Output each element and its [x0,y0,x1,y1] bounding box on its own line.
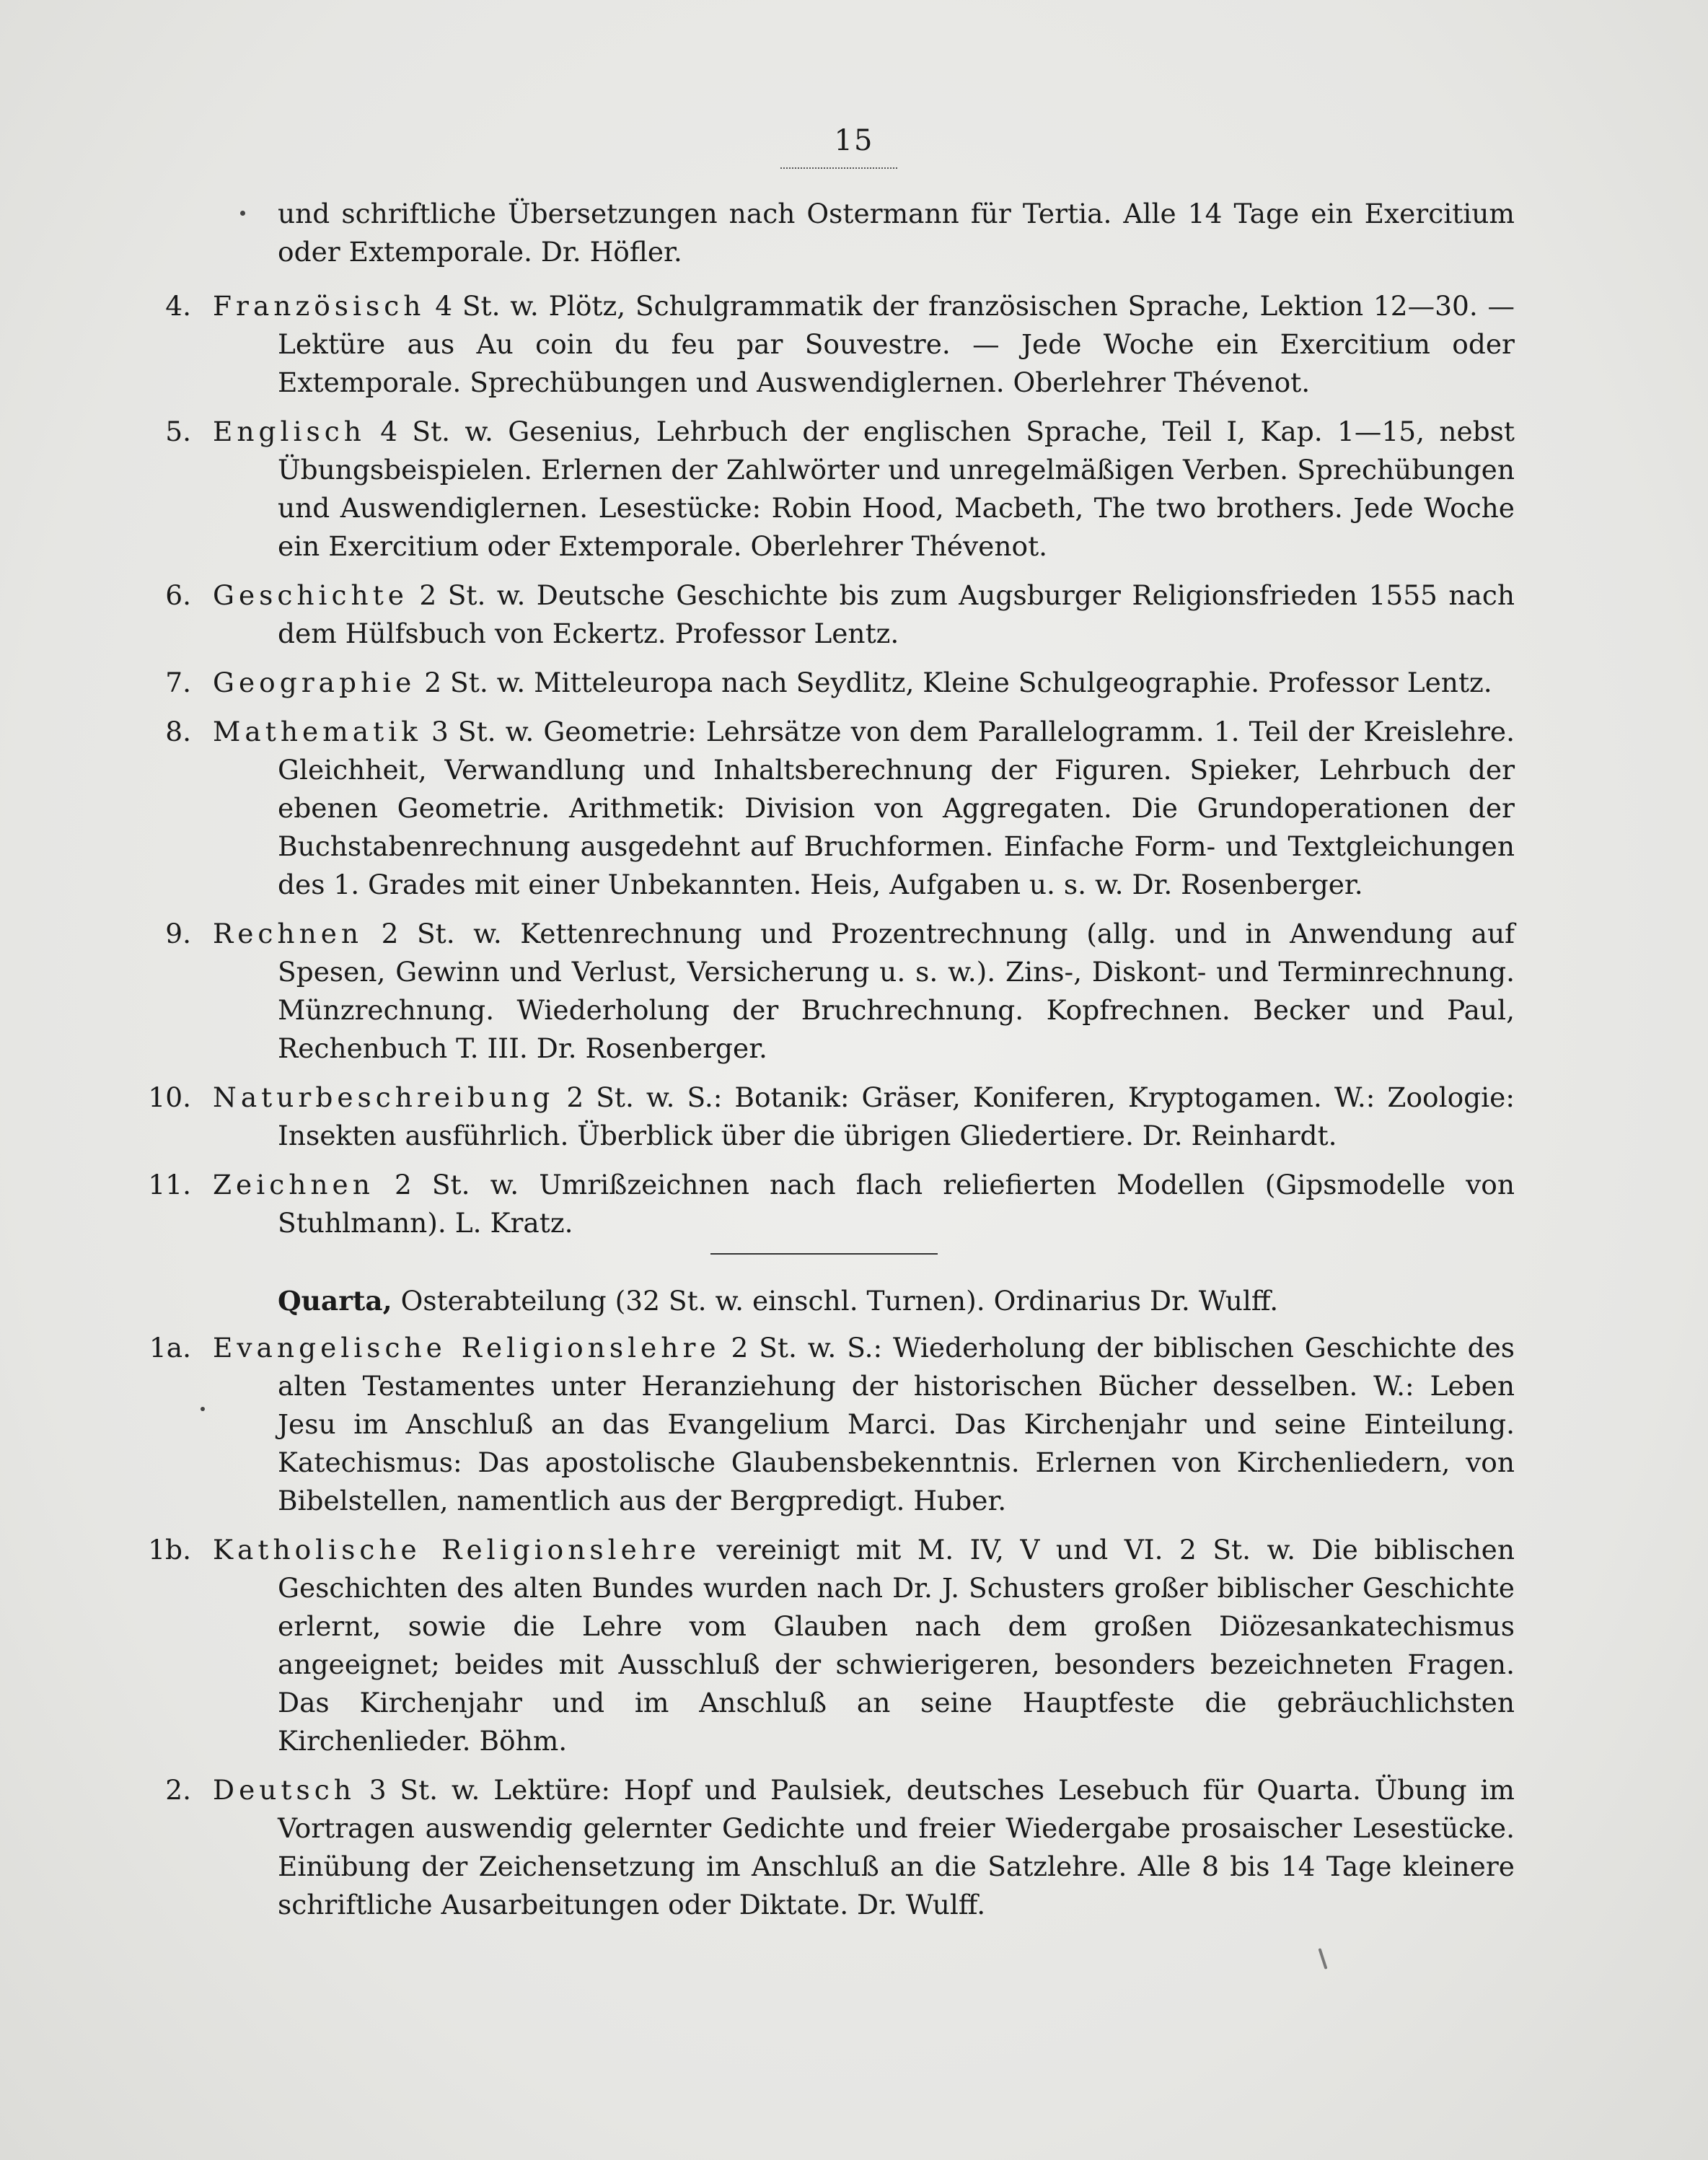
page-number: 15 [834,124,874,157]
item-text: 3 St. w. Lektüre: Hopf und Paulsiek, deutsches Lesebuch für Quarta. Übung im Vortragen auswendig gelernter Gedichte und freier Wiedergabe prosaischer Lesestücke. Einübung der Zeichensetzung im Anschluß an die Satzlehre. Alle 8 bis 14 Tage kleinere schriftliche Ausarbeitungen oder Diktate. Dr. Wulff. [278,1773,1515,1920]
continuation-text: und schriftliche Übersetzungen nach Ostermann für Tertia. Alle 14 Tage ein Exercitium oder Extemporale. Dr. Höfler. [278,198,1515,268]
item-text: 2 St. w. Kettenrechnung und Prozentrechnung (allg. und in Anwendung auf Spesen, Gewinn und Verlust, Versicherung u. s. w.). Zins-, Diskont- und Terminrechnung. Münzrechnung. Wiederholung der Bruchrechnung. Kopfrechnen. Becker und Paul, Rechenbuch T. III. Dr. Rosenberger. [278,918,1515,1064]
item-number: 6. [165,579,191,611]
continuation-paragraph [148,195,1515,271]
item-number: 8. [165,716,191,747]
list-item [148,713,1515,904]
list-item [148,915,1515,1068]
subject-name: Evangelische Religionslehre [213,1331,721,1364]
item-text: 2 St. w. S.: Wiederholung der biblischen Geschichte des alten Testamentes unter Heranziehung der historischen Bücher desselben. W.: Leben Jesu im Anschluß an das Evangelium Marci. Das Kirchenjahr und seine Einteilung. Katechismus: Das apostolische Glaubensbekenntnis. Erlernen von Kirchenliedern, von Bibelstellen, namentlich aus der Bergpredigt. Huber. [278,1331,1515,1516]
list-item [148,1329,1515,1520]
subject-name: Französisch [213,290,426,322]
list-item [148,287,1515,402]
list-item [148,1771,1515,1924]
section-heading [148,1282,1515,1320]
list-item [148,1531,1515,1760]
subject-name: Geographie [213,667,416,698]
item-text: 2 St. w. Umrißzeichnen nach flach reliefierten Modellen (Gipsmodelle von Stuhlmann). L. Kratz. [278,1169,1515,1239]
ink-speck [1318,1948,1327,1970]
item-text: 4 St. w. Plötz, Schulgrammatik der französischen Sprache, Lektion 12—30. — Lektüre aus Au coin du feu par Souvestre. — Jede Woche ein Exercitium oder Extemporale. Sprechübungen und Auswendiglernen. Oberlehrer Thévenot. [278,290,1515,398]
quarta-list [148,1329,1515,1924]
item-text: 2 St. w. S.: Botanik: Gräser, Koniferen, Kryptogamen. W.: Zoologie: Insekten ausführlich. Überblick über die übrigen Gliedertiere. Dr. Reinhardt. [278,1081,1515,1151]
list-item [148,664,1515,702]
item-number: 1a. [149,1331,191,1364]
subject-name: Katholische Religionslehre [213,1533,701,1566]
item-number: 5. [165,416,191,447]
section-divider [710,1253,938,1255]
list-item [148,413,1515,566]
item-text: 3 St. w. Geometrie: Lehrsätze von dem Parallelogramm. 1. Teil der Kreislehre. Gleichheit, Verwandlung und Inhaltsberechnung der Figuren. Spieker, Lehrbuch der ebenen Geometrie. Arithmetik: Division von Aggregaten. Die Grundoperationen der Buchstabenrechnung ausgedehnt auf Bruchformen. Einfache Form- und Textgleichungen des 1. Grades mit einer Unbekannten. Heis, Aufgaben u. s. w. Dr. Rosenberger. [278,716,1515,900]
subject-name: Naturbeschreibung [213,1081,555,1113]
subject-name: Zeichnen [213,1169,374,1200]
subject-name: Deutsch [213,1773,356,1806]
item-number: 10. [148,1081,191,1113]
tertia-list [148,287,1515,1242]
subject-name: Geschichte [213,579,408,611]
item-number: 2. [165,1773,191,1806]
subject-name: Englisch [213,416,366,447]
item-number: 11. [148,1169,191,1200]
item-text: 2 St. w. Mitteleuropa nach Seydlitz, Kleine Schulgeographie. Professor Lentz. [424,667,1492,698]
list-item [148,1166,1515,1242]
item-text: 2 St. w. Deutsche Geschichte bis zum Augsburger Religionsfrieden 1555 nach dem Hülfsbuch von Eckertz. Professor Lentz. [278,579,1515,649]
item-number: 1b. [148,1533,191,1566]
subject-name: Rechnen [213,918,364,949]
item-number: 9. [165,918,191,949]
list-item [148,576,1515,653]
subject-name: Mathematik [213,716,422,747]
item-text: 4 St. w. Gesenius, Lehrbuch der englischen Sprache, Teil I, Kap. 1—15, nebst Übungsbeispielen. Erlernen der Zahlwörter und unregelmäßigen Verben. Sprechübungen und Auswendiglernen. Lesestücke: Robin Hood, Macbeth, The two brothers. Jede Woche ein Exercitium oder Extemporale. Oberlehrer Thévenot. [278,416,1515,562]
item-number: 7. [165,667,191,698]
item-text: vereinigt mit M. IV, V und VI. 2 St. w. Die biblischen Geschichten des alten Bundes wurden nach Dr. J. Schusters großer biblischer Geschichte erlernt, sowie die Lehre vom Glauben nach dem großen Diözesankatechismus angeeignet; beides mit Ausschluß der schwierigeren, besonders bezeichneten Fragen. Das Kirchenjahr und im Anschluß an seine Hauptfeste die gebräuchlichsten Kirchenlieder. Böhm. [278,1533,1515,1757]
section-subtitle: Osterabteilung (32 St. w. einschl. Turnen). Ordinarius Dr. Wulff. [400,1284,1279,1317]
item-number: 4. [165,290,191,322]
list-item [148,1079,1515,1155]
section-title: Quarta, [278,1284,392,1317]
page-content [148,195,1515,1935]
page-number-ornament [780,163,897,169]
